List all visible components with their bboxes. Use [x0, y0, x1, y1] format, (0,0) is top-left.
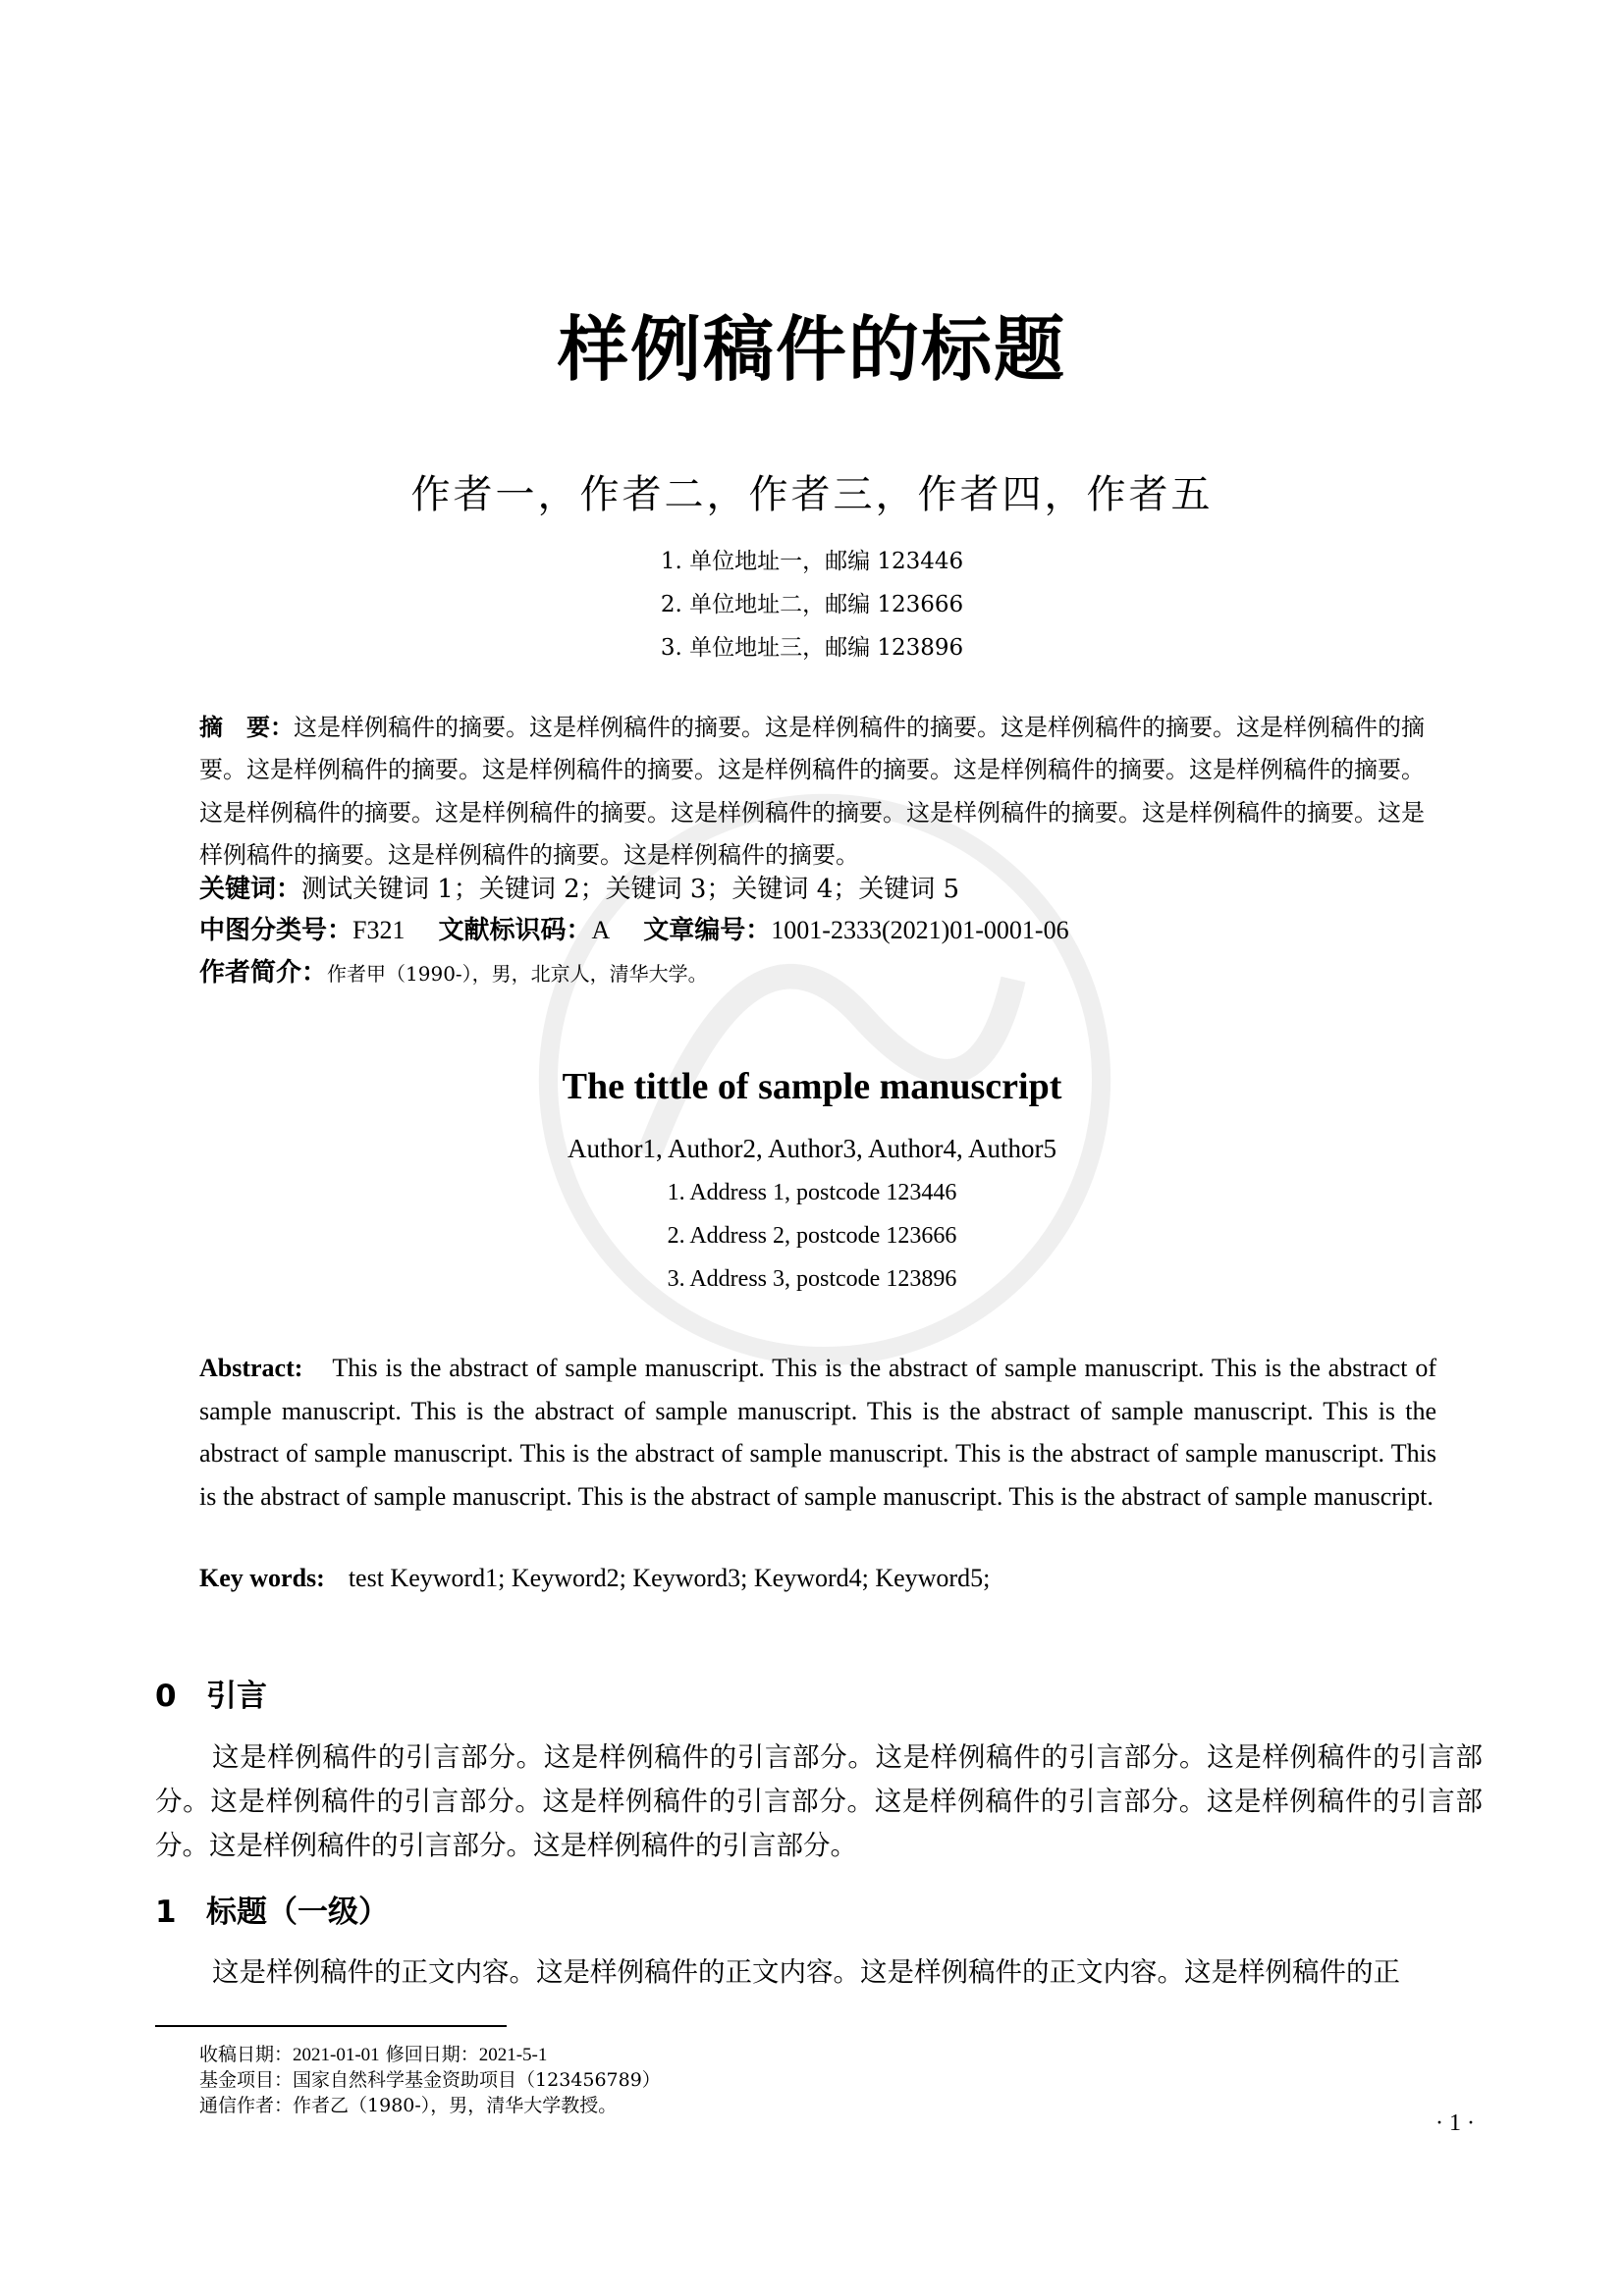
section-0-paragraph: 这是样例稿件的引言部分。这是样例稿件的引言部分。这是样例稿件的引言部分。这是样例稿件的引言部分。这是样例稿件的引言部分。这是样例稿件的引言部分。这是样例稿件的引言部分。这是样例稿件的引言部分。这是样例稿件的引言部分。这是样例稿件的引言部分。	[155, 1741, 1483, 1861]
author-bio-text: 作者甲（1990-），男，北京人，清华大学。	[327, 962, 708, 986]
chinese-address-1: 1. 单位地址一，邮编 123446	[660, 549, 964, 574]
footnote-fund	[199, 2065, 661, 2092]
english-keywords-text: test Keyword1; Keyword2; Keyword3; Keyword4; Keyword5;	[348, 1564, 991, 1592]
received-date-label: 收稿日期：	[199, 2044, 294, 2065]
chinese-title: 样例稿件的标题	[557, 308, 1066, 391]
english-address-3: 3. Address 3, postcode 123896	[667, 1266, 957, 1292]
english-abstract-label: Abstract:	[199, 1354, 303, 1382]
english-keywords-label: Key words:	[199, 1564, 325, 1592]
section-heading-0	[155, 1671, 267, 1715]
section-title: 标题（一级）	[206, 1895, 389, 1930]
clc-value: F321	[352, 916, 406, 944]
english-address-1: 1. Address 1, postcode 123446	[667, 1180, 957, 1205]
chinese-authors: 作者一，作者二，作者三，作者四，作者五	[410, 472, 1214, 517]
classification-line	[199, 910, 1069, 946]
doc-code-label: 文献标识码：	[438, 916, 592, 945]
revised-date-value: 2021-5-1	[478, 2045, 548, 2065]
section-heading-1	[155, 1887, 389, 1931]
article-no-label: 文章编号：	[643, 916, 772, 945]
english-abstract-text: This is the abstract of sample manuscript. This is the abstract of sample manuscript. This is the abstract of sample manuscript. This is the abstract of sample manuscript. This is the abstract of sample manuscript. This is the abstract of sample manuscript. This is the abstract of sample manuscript. This is the abstract of sample manuscript. This is the abstract of sample manuscript. This is the abstract of sample manuscript. This is the abstract of sample manuscript.	[199, 1354, 1436, 1511]
chinese-keywords-label: 关键词：	[199, 875, 302, 904]
chinese-address-2: 2. 单位地址二，邮编 123666	[660, 592, 964, 617]
section-number: 0	[155, 1679, 177, 1714]
clc-label: 中图分类号：	[199, 916, 353, 945]
author-bio-label: 作者简介：	[199, 958, 328, 988]
section-number: 1	[155, 1895, 177, 1930]
page-number: · 1 ·	[1435, 2110, 1475, 2136]
doc-code-value: A	[591, 916, 611, 944]
footnote-rule	[155, 2025, 507, 2027]
footnote-corresponding-author	[199, 2091, 617, 2117]
chinese-address-3: 3. 单位地址三，邮编 123896	[660, 635, 964, 661]
chinese-abstract	[199, 707, 1436, 877]
section-1-paragraph: 这是样例稿件的正文内容。这是样例稿件的正文内容。这是样例稿件的正文内容。这是样例稿件的正	[212, 1956, 1400, 1988]
article-no-value: 1001-2333(2021)01-0001-06	[771, 916, 1069, 944]
corresponding-label: 通信作者：	[199, 2095, 294, 2116]
fund-label: 基金项目：	[199, 2069, 294, 2091]
footnote-dates	[199, 2040, 547, 2066]
revised-date-label: 修回日期：	[385, 2044, 479, 2065]
chinese-keywords-text: 测试关键词 1；关键词 2；关键词 3；关键词 4；关键词 5	[301, 875, 960, 904]
fund-text: 国家自然科学基金资助项目（123456789）	[293, 2069, 661, 2091]
author-bio	[199, 952, 708, 988]
section-title: 引言	[206, 1679, 267, 1714]
english-keywords	[199, 1564, 990, 1593]
chinese-keywords	[199, 869, 959, 905]
english-address-2: 2. Address 2, postcode 123666	[667, 1223, 957, 1249]
english-abstract	[199, 1347, 1436, 1518]
chinese-abstract-label: 摘 要：	[199, 714, 294, 741]
received-date-value: 2021-01-01	[293, 2045, 380, 2065]
corresponding-text: 作者乙（1980-），男，清华大学教授。	[293, 2095, 618, 2116]
english-authors: Author1, Author2, Author3, Author4, Author5	[568, 1134, 1056, 1163]
chinese-abstract-text: 这是样例稿件的摘要。这是样例稿件的摘要。这是样例稿件的摘要。这是样例稿件的摘要。这是样例稿件的摘要。这是样例稿件的摘要。这是样例稿件的摘要。这是样例稿件的摘要。这是样例稿件的摘要。这是样例稿件的摘要。这是样例稿件的摘要。这是样例稿件的摘要。这是样例稿件的摘要。这是样例稿件的摘要。这是样例稿件的摘要。这是样例稿件的摘要。这是样例稿件的摘要。这是样例稿件的摘要。	[199, 714, 1425, 869]
english-title: The tittle of sample manuscript	[562, 1066, 1062, 1107]
